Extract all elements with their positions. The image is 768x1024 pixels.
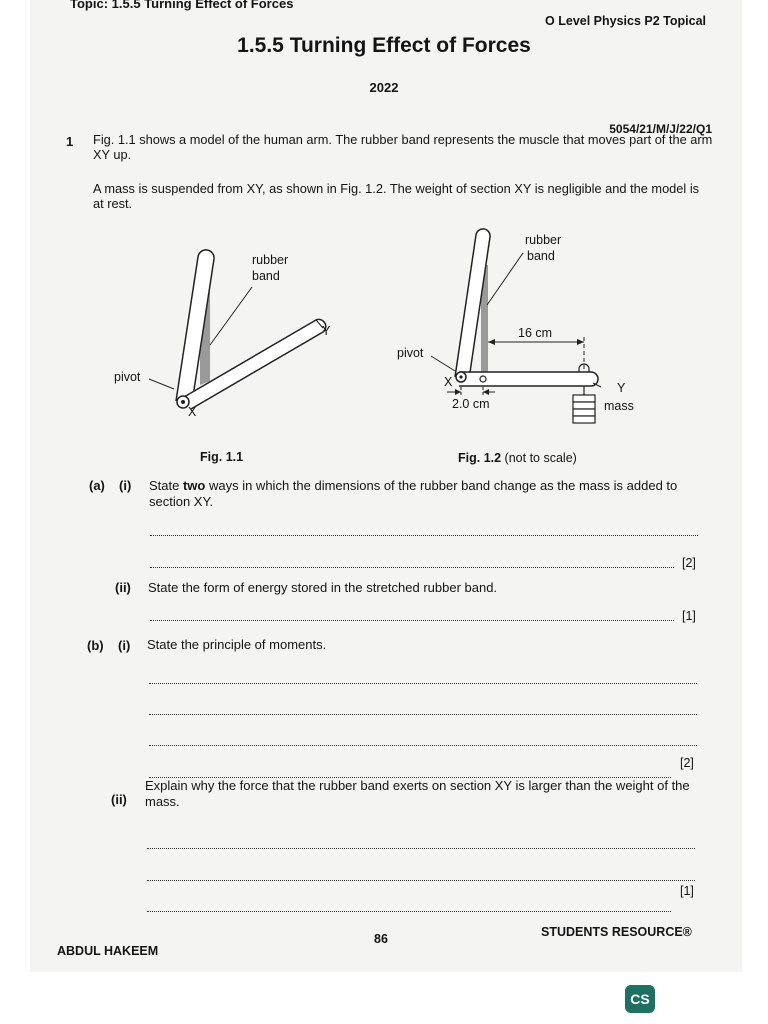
topic-header: Topic: 1.5.5 Turning Effect of Forces bbox=[70, 0, 294, 11]
dim-2cm-head-left bbox=[455, 389, 461, 395]
marks-b-i: [2] bbox=[680, 756, 694, 770]
author-footer: ABDUL HAKEEM bbox=[57, 944, 159, 958]
mass-block-4 bbox=[573, 416, 595, 423]
answer-line-b-ii-3[interactable] bbox=[147, 911, 671, 912]
fig2-x-label: X bbox=[444, 375, 453, 389]
marks-a-i: [2] bbox=[682, 556, 696, 570]
part-a-i-text-bold: two bbox=[182, 478, 206, 493]
answer-line-b-i-2[interactable] bbox=[149, 714, 697, 715]
fig2-caption-title: Fig. 1.2 bbox=[458, 451, 502, 465]
answer-line-b-i-1[interactable] bbox=[149, 683, 697, 684]
answer-line-b-ii-1[interactable] bbox=[147, 848, 695, 849]
fig1-pivot-label: pivot bbox=[114, 370, 141, 384]
fig2-y-label: Y bbox=[617, 381, 626, 395]
marks-a-ii: [1] bbox=[682, 609, 696, 623]
fig1-rubber-label: rubber bbox=[252, 253, 289, 267]
fig1-caption: Fig. 1.1 bbox=[200, 450, 244, 464]
marks-b-ii: [1] bbox=[680, 884, 694, 898]
answer-line-a-i-1[interactable] bbox=[150, 535, 698, 536]
fig2-distance-long: 16 cm bbox=[518, 326, 553, 340]
part-b-ii-label: (ii) bbox=[111, 792, 127, 807]
series-label: O Level Physics P2 Topical bbox=[545, 14, 706, 28]
answer-line-a-ii[interactable] bbox=[150, 620, 674, 621]
part-b-i-question: State the principle of moments. bbox=[147, 637, 327, 652]
part-b-label: (b) bbox=[87, 638, 104, 653]
answer-line-b-i-3[interactable] bbox=[149, 745, 697, 746]
dim-arrow-left bbox=[488, 339, 495, 345]
part-b-i-label: (i) bbox=[118, 638, 131, 653]
camscanner-logo: CS bbox=[625, 985, 655, 1013]
year-heading: 2022 bbox=[369, 80, 399, 95]
fig2-caption bbox=[458, 451, 577, 465]
page-number: 86 bbox=[374, 932, 388, 946]
part-a-ii-question: State the form of energy stored in the stretched rubber band. bbox=[148, 580, 498, 595]
paper-code: 5054/21/M/J/22/Q1 bbox=[609, 122, 712, 136]
dim-2cm-head-right bbox=[483, 389, 489, 395]
mass-block-2 bbox=[573, 402, 595, 409]
part-a-i-question bbox=[149, 478, 705, 510]
part-b-ii-question: Explain why the force that the rubber band exerts on section XY is larger than the weight of the mass. bbox=[145, 778, 690, 809]
mass-block-3 bbox=[573, 409, 595, 416]
pivot-leader bbox=[149, 379, 174, 389]
part-a-i-text-post: ways in which the dimensions of the rubber band change as the mass is added to section XY. bbox=[149, 478, 678, 509]
answer-line-a-i-2[interactable] bbox=[150, 567, 674, 568]
part-a-i-label: (i) bbox=[119, 478, 132, 493]
fig1-y-label: Y bbox=[322, 324, 331, 338]
answer-line-b-ii-2[interactable] bbox=[147, 880, 695, 881]
question-number: 1 bbox=[66, 134, 74, 149]
question-intro: Fig. 1.1 shows a model of the human arm. The rubber band represents the muscle that moves part of the arm XY up. bbox=[93, 132, 713, 162]
dim-arrow-right bbox=[577, 339, 584, 345]
fig2-rubber-label: rubber bbox=[525, 233, 562, 247]
part-a-label: (a) bbox=[89, 478, 105, 493]
pivot-pin bbox=[459, 375, 462, 378]
page-title: 1.5.5 Turning Effect of Forces bbox=[237, 34, 531, 57]
part-a-ii-label: (ii) bbox=[115, 580, 131, 595]
rubber-band-leader bbox=[210, 287, 252, 345]
brand-footer: STUDENTS RESOURCE® bbox=[541, 925, 692, 939]
fig1-band-label: band bbox=[252, 269, 280, 283]
fig2-band-label: band bbox=[527, 249, 555, 263]
rubber-band-leader bbox=[487, 253, 523, 305]
fig2-mass-label: mass bbox=[604, 399, 634, 413]
fig1-x-label: X bbox=[188, 405, 197, 419]
mass-block-1 bbox=[573, 395, 595, 402]
question-setup: A mass is suspended from XY, as shown in Fig. 1.2. The weight of section XY is negligible and the model is at rest. bbox=[93, 181, 700, 211]
fig2-pivot-label: pivot bbox=[397, 346, 424, 360]
part-a-i-text-pre: State bbox=[149, 478, 183, 493]
band-attachment bbox=[480, 376, 486, 382]
fig2-distance-short: 2.0 cm bbox=[452, 397, 490, 411]
pivot-pin bbox=[181, 400, 185, 404]
fig2-caption-note: (not to scale) bbox=[501, 451, 577, 465]
pivot-leader bbox=[431, 356, 455, 371]
fig-1-1-diagram bbox=[100, 225, 350, 425]
